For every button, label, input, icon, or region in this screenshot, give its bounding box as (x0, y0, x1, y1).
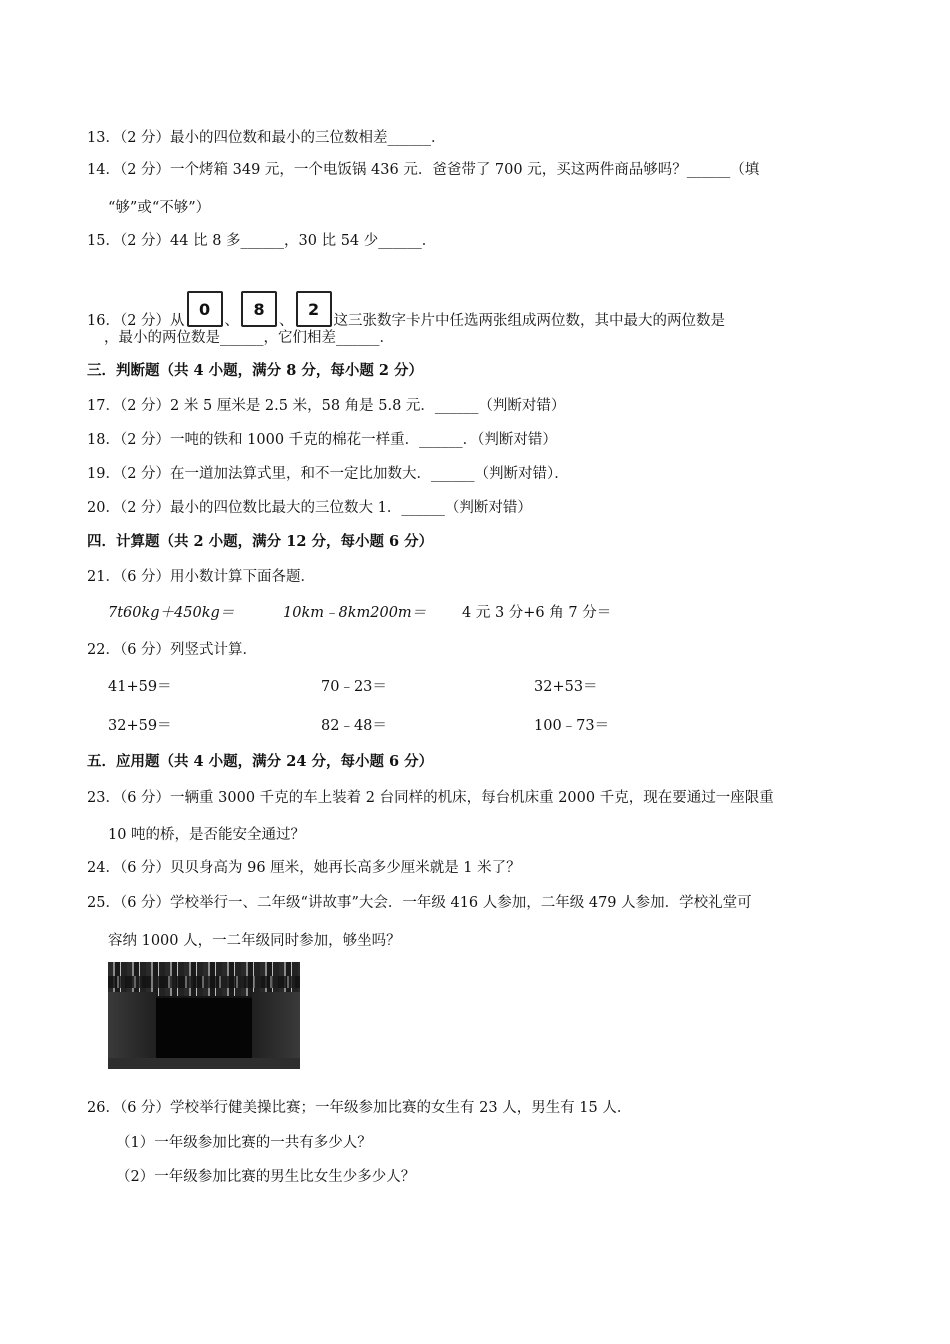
ceiling-detail (108, 976, 300, 988)
calc-item-2: 10km﹣8km200m＝ (283, 605, 427, 621)
question-14-line2: “够”或“不够”） (108, 200, 211, 216)
question-23-line2: 10 吨的桥，是否能安全通过？ (108, 827, 306, 843)
question-15: 15．（2 分）44 比 8 多______，30 比 54 少______． (87, 233, 437, 249)
vertical-calc-3: 32+53＝ (534, 679, 598, 695)
question-26-sub2: （2）一年级参加比赛的男生比女生少多少人？ (116, 1169, 416, 1185)
question-25-line2: 容纳 1000 人，一二年级同时参加，够坐吗？ (108, 933, 401, 949)
question-18: 18．（2 分）一吨的铁和 1000 千克的棉花一样重．______．（判断对错） (87, 432, 557, 448)
vertical-calc-2: 70﹣23＝ (321, 679, 387, 695)
floor (108, 1058, 300, 1069)
stage (156, 998, 252, 1062)
question-16-line1 (87, 291, 725, 331)
digit-card-2: 2 (296, 291, 332, 327)
question-16-line2: ，最小的两位数是______，它们相差______． (104, 330, 394, 346)
question-20: 20．（2 分）最小的四位数比最大的三位数大 1．______（判断对错） (87, 500, 532, 516)
calc-item-3: 4 元 3 分+6 角 7 分＝ (462, 605, 612, 621)
calc-item-1: 7t60kg＋450kg＝ (108, 605, 235, 621)
digit-card-8: 8 (241, 291, 277, 327)
question-17: 17．（2 分）2 米 5 厘米是 2.5 米，58 角是 5.8 元．______（判断对错） (87, 398, 566, 414)
digit-card-0: 0 (187, 291, 223, 327)
section-5-heading: 五．应用题（共 4 小题，满分 24 分，每小题 6 分） (87, 753, 434, 770)
question-24: 24．（6 分）贝贝身高为 96 厘米，她再长高多少厘米就是 1 米了？ (87, 860, 521, 876)
vertical-calc-1: 41+59＝ (108, 679, 172, 695)
separator: 、 (279, 313, 294, 329)
vertical-calc-4: 32+59＝ (108, 718, 172, 734)
vertical-calc-6: 100﹣73＝ (534, 718, 610, 734)
question-22-stem: 22．（6 分）列竖式计算． (87, 642, 258, 658)
question-19: 19．（2 分）在一道加法算式里，和不一定比加数大．______（判断对错）． (87, 466, 569, 482)
section-4-heading: 四．计算题（共 2 小题，满分 12 分，每小题 6 分） (87, 533, 434, 550)
question-16-suffix: 这三张数字卡片中任选两张组成两位数，其中最大的两位数是 (333, 313, 726, 329)
section-3-heading: 三．判断题（共 4 小题，满分 8 分，每小题 2 分） (87, 362, 424, 379)
question-21-stem: 21．（6 分）用小数计算下面各题． (87, 569, 316, 585)
question-16-prefix: 16．（2 分）从 (87, 313, 185, 329)
question-23-line1: 23．（6 分）一辆重 3000 千克的车上装着 2 台同样的机床，每台机床重 2000 千克，现在要通过一座限重 (87, 790, 774, 806)
question-26-stem: 26．（6 分）学校举行健美操比赛；一年级参加比赛的女生有 23 人，男生有 15 人． (87, 1100, 632, 1116)
separator: 、 (224, 313, 240, 329)
question-14-line1: 14．（2 分）一个烤箱 349 元，一个电饭锅 436 元．爸爸带了 700 元，买这两件商品够吗？______（填 (87, 162, 760, 178)
vertical-calc-5: 82﹣48＝ (321, 718, 387, 734)
auditorium-photo (108, 962, 300, 1069)
question-13: 13．（2 分）最小的四位数和最小的三位数相差______． (87, 130, 446, 146)
question-25-line1: 25．（6 分）学校举行一、二年级“讲故事”大会．一年级 416 人参加，二年级 479 人参加．学校礼堂可 (87, 895, 752, 911)
question-26-sub1: （1）一年级参加比赛的一共有多少人？ (116, 1135, 372, 1151)
